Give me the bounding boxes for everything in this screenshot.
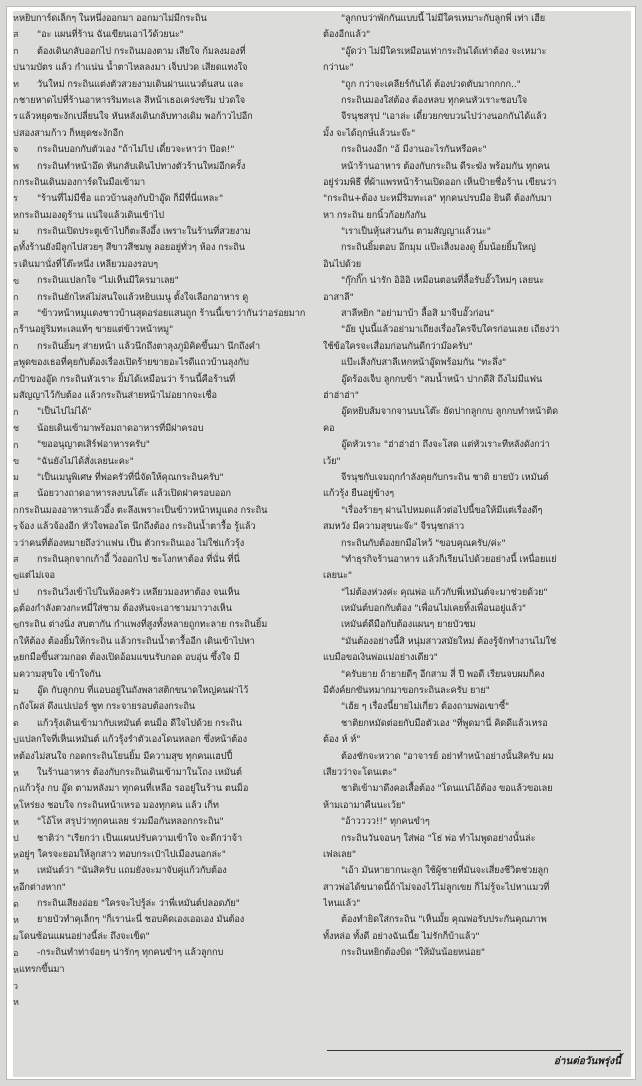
text-line: ถังโผล่ ดึงแปเปอร์ ชูท กระจายรอบต้องกระถิน (19, 701, 196, 713)
margin-char: ส (13, 555, 19, 566)
text-line: ไหนแล้ว" (323, 898, 361, 910)
text-line: กระถินยิ้มตอบ อึกมุม แป๊ะเส็งมองดู ยิ้มน้อยยิ้มใหญ่ (341, 242, 536, 254)
text-line: อยู่ร่วมพิธี ที่ผ้าแพรหน้าร้านเปิดออก เห็นป้ายชื่อร้าน เขียนว่า (323, 176, 557, 188)
text-line: "กระถิน+ต้อง บะหมี่ริมทะเล" ทุกคนปรบมือ ยินดี ต้องกับมา (323, 193, 552, 205)
text-line: จีรนุชสรุป "เอาล่ะ เดี๋ยวยกขบวนไปว่างนอกกันได้แล้ว (341, 111, 547, 123)
text-line: "อ๊ย ปูนนี้แล้วอย่ามาเถียงเรื่องใครจีบใครก่อนเลย เถียงว่า (341, 324, 560, 336)
text-line: กระถินบอกกับตัวเอง "ถ้าไม่ไป เดี๋ยวจะหาว่า ป๊อด!" (37, 144, 235, 156)
text-line: แต่ไม่เจอ (19, 570, 55, 582)
text-line: ชาติว่า "เรียกว่า เป็นแผนปรับความเข้าใจ จะดีกว่าจ้า (37, 832, 243, 844)
margin-char: ห (13, 752, 19, 763)
margin-char: ห (13, 14, 19, 24)
text-line: อู๊ดหัวเราะ "ฮ่าฮ่าฮ่า ถึงจะโสด แต่หัวเราะทีหลังดังกว่า (341, 439, 550, 451)
margin-char: ห (13, 965, 19, 976)
text-line: กระถินลุกจากเก้าอี้ วิ่งออกไป ชะโงกหาต้อง ที่นั่น ที่นี่ (37, 553, 240, 565)
text-line: แล้วหยุดชะงักเปลี่ยนใจ หันหลังเดินกลับทางเดิม พอก้าวไปอีก (19, 111, 253, 123)
text-line: "กุ๊กกิ๊ก น่ารัก อิอิอิ เหมือนตอนที่ลื้อรับอั๊วใหม่ๆ เลยนะ (341, 275, 545, 287)
margin-char: ป (13, 834, 19, 845)
text-line: "อู๊ดว่า ไม่มีใครเหมือนเท่ากระถินได้เท่าต้อง จะเหมาะ (341, 45, 547, 57)
margin-char: ร (13, 260, 18, 271)
text-line: ความสุขใจ เข้าใจกัน (19, 668, 101, 680)
text-line: กระถินทำหน้าอึด หันกลับเดินไปทางตัวร้านใหม่อีกครั้ง (37, 160, 246, 172)
text-line: "ถูก กว่าจะเคลียร์กันได้ ต้องปวดตับมากกกก.." (341, 78, 521, 90)
text-line: "มันต้องอย่างนี้สิ หนุ่มสาวสมัยใหม่ ต้องรู้จักทำงานไม่ใช่ (341, 635, 557, 647)
margin-char: ข (13, 571, 20, 582)
text-line: กระถินงงอีก "อ้ มีงานอะไรกันหรือคะ" (341, 144, 487, 156)
text-line: อู๊ดหยิบส้มจากจานบนโต๊ะ ยัดปากลูกกบ ลูกกบทำหน้าติด (341, 406, 558, 418)
margin-char: ข (13, 621, 20, 632)
text-line: อู๊ด กับลูกกบ ที่แอบอยู่ในถังพลาสติกขนาดใหญ่คนฝาไว้ (37, 685, 249, 697)
margin-char: ห (13, 653, 19, 664)
margin-char: ม (13, 670, 19, 681)
text-line: แทรกขึ้นมา (19, 963, 65, 975)
text-line: "อะ แผนที่ร้าน ฉันเขียนเอาไว้ด้วยนะ" (37, 29, 184, 41)
margin-char: ก (13, 637, 19, 648)
text-line: "อ้าวววว!!" ทุกคนขำๆ (341, 816, 430, 828)
margin-char: ม (13, 227, 19, 238)
margin-char: ท (13, 883, 19, 894)
text-line: อินไปด้วย (323, 258, 362, 270)
margin-char: ห (13, 768, 19, 779)
text-line: "ลูกกบว่าพักกันแบบนี้ ไม่มีใครเหมาะกับลูกพี่ เท่า เฮีย (341, 13, 545, 24)
margin-char: ป (13, 128, 19, 139)
text-line: ให้ต้อง ต้องยิ้มให้กระถิน แล้วกระถินน้ำตารื้ออีก เดินเข้าไปหา (19, 635, 255, 647)
text-line: "ร้านที่ไม่มีชื่อ แถวบ้านลุงกับป้าอู๊ด ก็มีที่นี่แหละ" (37, 193, 224, 205)
text-line: "ขออนุญาตเสิร์ฟอาหารครับ" (37, 439, 150, 451)
margin-char: ห (13, 998, 19, 1009)
margin-char: ก (13, 96, 19, 107)
margin-char: ป (13, 735, 19, 746)
text-line: "ข้าวหน้าหมูแดงชาวบ้านสุดอร่อยแสนถูก ร้านนี้เขาว่ากันว่าอร่อยมาก (37, 308, 306, 320)
text-line: อีกต่างหาก" (19, 881, 66, 893)
left-column (19, 11, 315, 1077)
margin-char: ก (13, 407, 19, 418)
text-line: "ทำธุรกิจร้านอาหาร แล้วก็เรียนไปด้วยอย่างนี้ เหนื่อยแย่ (341, 553, 557, 565)
margin-char: ส (13, 309, 19, 320)
text-line: กระถินยิ้มๆ ส่ายหน้า แล้วนึกถึงตาลุงภูมิคิดขึ้นมา นึกถึงคำ (37, 340, 260, 352)
text-line: อยู่ๆ ใครจะยอมให้ลูกสาว ทอบกระเป๋าไปเมืองนอกล่ะ" (19, 848, 226, 860)
text-line: สมหวัง มีความสุขนะจ๊ะ" จีรนุชกล่าว (323, 521, 465, 533)
text-line: กระถิน ต่างนิ่ง สบตากัน กำแพงที่สูงทั้งหลายถูกทะลาย กระถินยิ้ม (19, 619, 268, 631)
text-line: ป้าของอู๊ด กระถินหัวเราะ ยิ้มได้เหมือนว่า ร้านนี้คือร้านที่ (19, 373, 236, 385)
margin-char: ก (13, 703, 19, 714)
margin-char: ก (13, 292, 19, 303)
text-line: แก้วรุ้งเดินเข้ามากับเหมันต์ ตนม็อ ดีใจไปด้วย กระถิน (37, 717, 242, 729)
margin-char: ห (13, 210, 19, 221)
margin-char: ก (13, 506, 19, 517)
text-line: เฟลเลย" (323, 848, 356, 860)
margin-char: ป (13, 588, 19, 599)
text-line: "เอ้า มันหายากนะลูก ใช้ผู้ชายที่มันจะเสี่ยงชีวิตช่วยลูก (341, 865, 549, 877)
text-line: พูดของเธอที่คุยกับต้องเรื่องเปิดร้ายขายอะไรดีแถวบ้านลุงกับ (19, 357, 249, 369)
text-line: จ้อง แล้วจ้องอีก หัวใจพองโต นึกถึงต้อง กระถินน้ำตารื้อ รู้แล้ว (19, 521, 256, 533)
text-line: ว่าคนที่ต้องหมายถึงว่าแฟน เป็น ตัวกระถินเอง ไม่ใช่แก้วรุ้ง (19, 537, 245, 549)
margin-char: พ (13, 161, 19, 172)
margin-char: ว (13, 539, 19, 549)
text-line: น้อยเดินเข้ามาพร้อมถาดอาหารที่มีฝาครอบ (37, 422, 204, 434)
margin-char: ป (13, 63, 19, 74)
margin-char: ก (13, 785, 19, 796)
text-line: ชาติเข้ามาดึงคอเสื้อต้อง "โดนแน่ไอ้ต้อง ขอแล้วขอเลย (341, 783, 553, 795)
text-line: กระถินแปลกใจ "ไม่เห็นมีใครมาเลย" (37, 275, 179, 287)
text-line: ในร้านอาหาร ต้องกับกระถินเดินเข้ามาในโถง เหมันต์ (37, 766, 242, 778)
text-line: หยิบการ์ดเล็กๆ ในหนึ่งออกมา ออกมาไม่มีกระถิน (19, 13, 207, 24)
text-line: กระถินวิ่งเข้าไปในห้องครัว เหลียวมองหาต้อง จนเห็น (37, 586, 240, 598)
text-line: น้อยวางถาดอาหารลงบนโต๊ะ แล้วเปิดฝาครอบออก (37, 488, 232, 500)
margin-char: ข (13, 276, 20, 287)
text-line: สาวพ่อได้ขนาดนี้ถ้าไม่จองไว้ไม่ลูกเขย ก็ไม่รู้จะไปหาแมวที่ (323, 881, 550, 893)
text-line: "โอ้โห สรุปว่าทุกคนเลย ร่วมมือกันหลอกกระถิน" (37, 816, 224, 828)
margin-char: ม (13, 391, 19, 402)
text-line: "ฉันยังไม่ได้สั่งเลยนะคะ" (37, 455, 134, 467)
text-line: ต้อง ห์ ห์" (323, 734, 361, 746)
text-line: ยายบัวทำคุเล็กๆ "ก็เราน่ะนี่ ชอบคิดเองเออเอง มันต้อง (37, 914, 245, 926)
margin-char: ก (13, 178, 19, 189)
margin-char: ข (13, 456, 20, 467)
margin-char: ต (13, 243, 19, 254)
text-line: คอ (323, 422, 335, 434)
margin-char: ก (13, 325, 19, 336)
margin-char: ห (13, 867, 19, 878)
text-line: กระถินมองใส่ต้อง ต้องหลบ ทุกคนหัวเราะชอบใจ (341, 94, 528, 106)
text-line: กระถินกับต้องยกมือไหว้ "ขอบคุณครับ/ค่ะ" (341, 537, 506, 549)
text-line: วันใหม่ กระถินแต่งตัวสวยงามเดินผ่านแนวต้นสน และ (37, 78, 244, 90)
text-line: กระถินมองอาหารแล้วอึ้ง ตะลึงเพราะเป็นข้าวหน้าหมูแดง กระถิน (19, 504, 268, 516)
text-line: "เราเป็นหุ้นส่วนกัน ตามสัญญาแล้วนะ" (341, 226, 491, 238)
text-line: แก้วรุ้ง ยืนอยู่ข้างๆ (323, 488, 395, 500)
text-line: แปลกใจที่เห็นเหมันต์ แก้วรุ้งรำตัวเองโดนหลอก ซึ่งหน้าต้อง (19, 734, 247, 746)
text-line: ชาติยกหมัดต่อยกับมือตัวเอง "ที่พูดมานี่ คิดดีแล้วเหรอ (341, 717, 548, 729)
margin-char: ร (13, 112, 18, 123)
text-line: ต้องกำลังตวงกะหมี่ใส่ชาม ต้องหันจะเอาชามมาวางเห็น (19, 603, 232, 615)
margin-char: ม (13, 473, 19, 484)
text-line: อาสาลี" (323, 291, 354, 303)
right-column (323, 11, 627, 1077)
margin-char: ก (13, 46, 19, 57)
text-line: กระถินวันจอนๆ ใส่พ่อ "โธ่ พ่อ ทำไมพูดอย่างนั้นล่ะ (341, 832, 536, 844)
text-line: กระถินเปิดประตูเข้าไปก็ตะลึงอึ้ง เพราะในร้านที่สวยงาม (37, 226, 251, 238)
margin-char: ช (13, 424, 20, 435)
margin-char: ส (13, 358, 19, 369)
text-line: เหมันต์ว่า "นันสิครับ แถมยังจะมาจับคู่แก้วกับต้อง (37, 865, 227, 877)
text-line: กระถินเสียงอ่อย "ใครจะไปรู้ล่ะ ว่าพี่เหมันต์ปลอดภัย" (37, 898, 240, 910)
text-line: แบมือขอเงินพ่อแม่อย่างเดียว" (323, 652, 438, 664)
text-line: "เฮ้ย ๆ เรื่องนี้ยายไม่เกี่ยว ต้องถามพ่อเขาซี้" (341, 701, 510, 713)
text-line: สัญญาไว้กับต้อง แล้วกระถินส่ายหน้าไม่อยากจะเชื่อ (19, 389, 217, 401)
text-line: เหมันต์บอกกับต้อง "เพื่อนไม่เคยทิ้งเพื่อนอยู่แล้ว" (341, 603, 527, 615)
text-line: แป๊ะเส็งกับสาลีเหกหน้าอู๊ดพร้อมกัน "ทะลึ่ง" (341, 357, 507, 369)
margin-char: ห (13, 850, 19, 861)
text-line: หา กระถิน ยกนิ้วก้อยกังกัน (323, 209, 427, 221)
margin-char: จ (13, 145, 19, 156)
text-line: ต้องไม่สนใจ กอดกระถินโยนยิ้ม มีความสุข ทุกคนแฮปปี้ (19, 750, 233, 762)
text-line: สาลีหยิก "อย่ามาบ้า ลื้อสิ มาจีบอั๊วก่อน" (341, 308, 495, 320)
margin-char: อ (13, 949, 19, 960)
newspaper-page (13, 11, 631, 1077)
text-line: แก้วรุ้ง กบ อู๊ด ตามหลังมา ทุกคนที่เหลือ รออยู่ในร้าน ตนม็อ (19, 783, 249, 795)
text-line: "ไม่ต้องห่วงค่ะ คุณพ่อ แก้วกับพี่เหมันต์จะมาช่วยด้วย" (341, 586, 548, 598)
margin-char: ภ (13, 374, 19, 385)
text-line: กระถินหยิกต้องบิด "ให้มันน้อยหน่อย" (341, 947, 486, 959)
text-line: ยกมือขึ้นสวมกอด ต้องเปิดอ้อมแขนรับกอด อบอุ่น ซึ้งใจ มี (19, 652, 240, 664)
text-line: โหร่ยง ชอบใจ กระถินหน้าเหรอ มองทุกคน แล้ว เก็ท (19, 799, 219, 811)
text-line: ต้องชักจะหวาด "อาจารย์ อย่าทำหน้าอย่างนั้นสิครับ ผม (341, 750, 554, 762)
text-line: "ครับยาย ถ้ายายดีๆ อีกสาม สี่ ปี พอดี เรียนจบผมก็คง (341, 668, 545, 680)
text-line: ต้องทำยิดใส่กระถิน "เห็นมั้ย คุณพ่อรับประกันคุณภาพ (341, 914, 547, 926)
text-line: ทั้งร้านยังมีลูกไปสวยๆ สีขาวสีชมพู ลอยอยู่ทั่วๆ ห้อง กระถิน (19, 242, 245, 254)
text-line: ใช้ข้อใครจะเสื่อมก่อนกันดีกว่าม๊อครับ" (323, 340, 473, 352)
margin-char: ก (13, 440, 19, 451)
text-line: กระถินยักไหล่ไม่สนใจแล้วหยิบเมนู ตั้งใจเลือกอาหาร ดู (37, 291, 249, 303)
text-line: กระถินเดินมองการ์ดในมือเข้ามา (19, 176, 146, 188)
text-line: ต้องอีกแล้ว" (323, 29, 371, 41)
text-line: ชายหาดไปที่ร้านอาหารริมทะเล สีหน้าเธอเคร่งขรึม ปวดใจ (19, 94, 246, 106)
margin-char: ส (13, 489, 19, 500)
margin-char: ค (13, 604, 20, 615)
footer-rule (327, 1050, 621, 1051)
text-line: เดินมานั่งที่โต๊ะหนึ่ง เหลียวมองรอบๆ (19, 258, 158, 270)
text-line: ร้านอยู่ริมทะเลแท้ๆ ขายแต่ข้าวหน้าหมู" (19, 324, 174, 336)
text-line: อู๊ดร้องเจ็บ ลูกกบข้า "สมน้ำหน้า ปากดีสิ ถึงไม่มีแฟน (341, 373, 543, 385)
text-line: มีตังค์ยกขันหมากมาขอกระถินละครับ ยาย" (323, 685, 490, 697)
continued-tomorrow-label: อ่านต่อวันพรุ่งนี้ (553, 1056, 621, 1067)
text-line: เหมันต์ดีมือกับต้องแผนๆ ยายบัวชม (341, 619, 476, 631)
text-line: นามบัตร แล้ว กำแน่น น้ำตาไหลลงมา เจ็บปวด เสียดแทงใจ (19, 62, 248, 74)
text-line: "เรื่องร้ายๆ ผ่านไปหมดแล้วต่อไปนี้ขอให้มีแต่เรื่องดีๆ (341, 504, 543, 516)
text-line: โดนซ้อนแผนอย่างนี้ล่ะ ถึงจะเข็ด" (19, 930, 150, 942)
text-line: มั้ง จะได้ฤกษ์แล้วนะจ๊ะ" (323, 127, 416, 139)
text-line: ทั้งหล่อ ทั้งดี อย่างฉันเนี้ย ไม่รักก็บ้าแล้ว" (323, 930, 480, 942)
text-line: ห้ามเอามาคืนนะเว้ย" (323, 799, 406, 811)
text-line: ฮ่าฮ่าฮ่า" (323, 389, 359, 401)
text-line: เว้ย" (323, 455, 341, 467)
margin-char: ว (13, 981, 19, 992)
text-line: เลยนะ" (323, 570, 352, 582)
text-line: หน้าร้านอาหาร ต้องกับกระถิน ดีระฆัง พร้อมกัน ทุกคน (341, 160, 550, 172)
text-line: กว่านะ" (323, 62, 354, 74)
text-line: จีรนุชกับเจมฤกกำลังคุยกับกระถิน ชาติ ยายบัว เหมันต์ (341, 471, 549, 483)
text-line: "เป็นไปไม่ได้" (37, 406, 92, 418)
margin-char: ห (13, 817, 19, 828)
margin-char: ท (13, 79, 19, 90)
text-line: "เป็นเมนูพิเศษ ที่พ่อครัวที่นี่จัดให้คุณกระถินครับ" (37, 471, 224, 483)
document-frame (6, 6, 636, 1080)
margin-char: ม (13, 686, 19, 697)
margin-char: ด (13, 899, 19, 910)
margin-char: ห (13, 916, 19, 927)
text-line: สองสามก้าว ก็หยุดชะงักอีก (19, 127, 124, 139)
margin-char: ผ (13, 932, 19, 943)
margin-char: ห (13, 801, 19, 812)
margin-char: ร (13, 194, 18, 205)
margin-char: ร (13, 522, 18, 533)
text-line: เสียวว่าจะโดนเตะ" (323, 766, 397, 778)
text-line: ต้องเดินกลับออกไป กระถินมองตาม เสียใจ ก้มลงมองที่ (37, 45, 246, 57)
text-line: -กระถินทำท่าจ๋อยๆ น่ารักๆ ทุกคนขำๆ แล้วลูกกบ (37, 947, 224, 959)
margin-char: ก (13, 342, 19, 353)
margin-char: ด (13, 719, 19, 730)
margin-char: ส (13, 30, 19, 41)
text-line: กระถินมองดูร้าน แน่ใจแล้วเดินเข้าไป (19, 209, 164, 221)
